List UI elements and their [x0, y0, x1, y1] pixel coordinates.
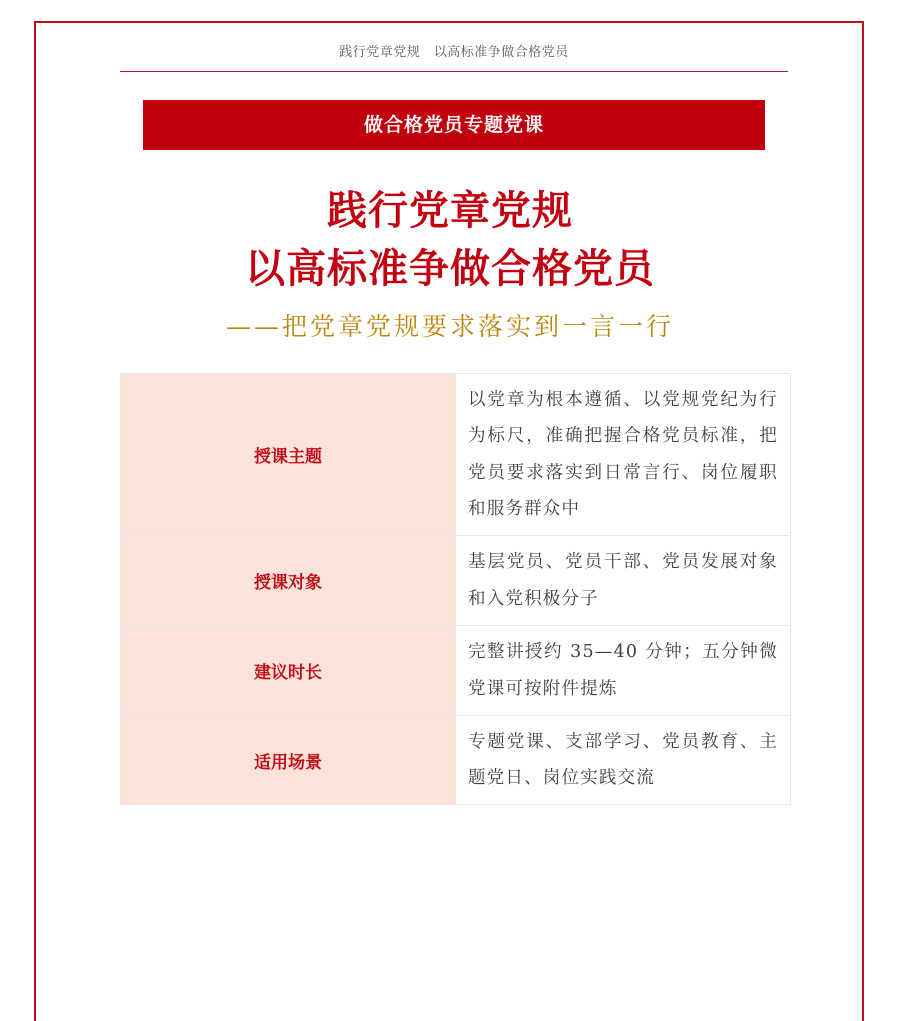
table-row-audience [121, 536, 791, 626]
row-value-scenario: 专题党课、支部学习、党员教育、主题党日、岗位实践交流 [456, 716, 791, 805]
row-value-audience: 基层党员、党员干部、党员发展对象和入党积极分子 [456, 536, 791, 626]
table-row-topic [121, 374, 791, 536]
row-label-duration: 建议时长 [121, 626, 456, 716]
subtitle: ——把党章党规要求落实到一言一行 [225, 312, 674, 341]
table-row-scenario [121, 716, 791, 805]
main-title-line-1: 践行党章党规 [327, 188, 573, 234]
row-value-topic: 以党章为根本遵循、以党规党纪为行为标尺，准确把握合格党员标准，把党员要求落实到日常言行、岗位履职和服务群众中 [456, 374, 791, 536]
row-label-scenario: 适用场景 [121, 716, 456, 805]
course-info-table [120, 373, 791, 805]
row-value-duration: 完整讲授约 35—40 分钟；五分钟微党课可按附件提炼 [456, 626, 791, 716]
row-label-audience: 授课对象 [121, 536, 456, 626]
topic-banner: 做合格党员专题党课 [143, 100, 765, 150]
table-row-duration [121, 626, 791, 716]
running-header: 践行党章党规 以高标准争做合格党员 [120, 40, 788, 72]
main-title-line-2: 以高标准争做合格党员 [245, 246, 655, 292]
row-label-topic: 授课主题 [121, 374, 456, 536]
